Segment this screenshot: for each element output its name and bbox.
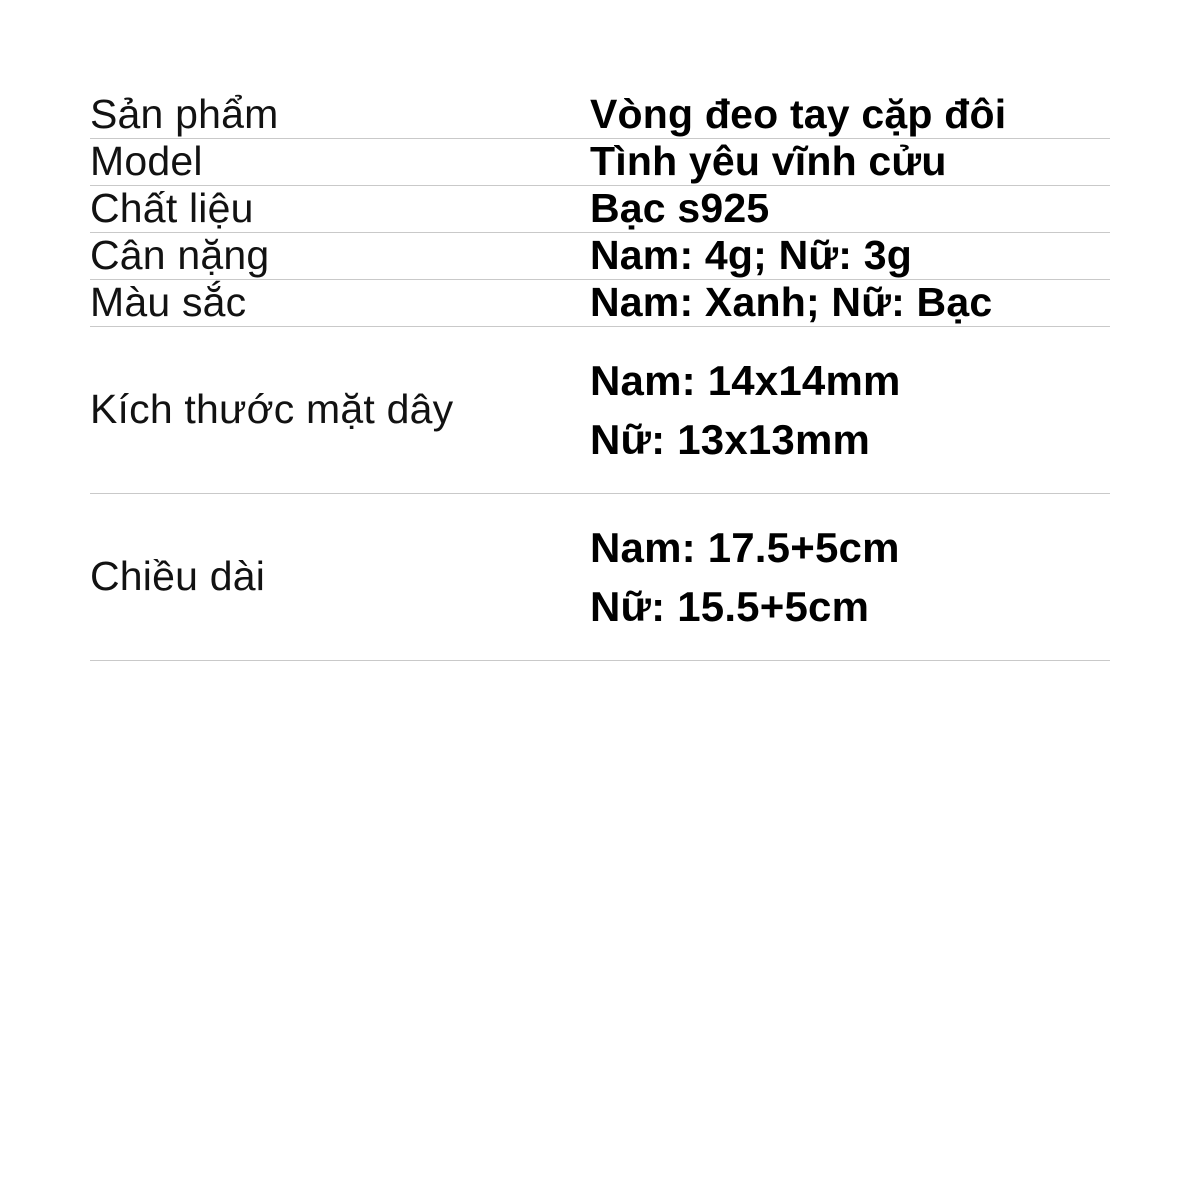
spec-table-body [90, 92, 1110, 660]
spec-label: Chiều dài [90, 552, 266, 599]
table-row [90, 92, 1110, 138]
spec-value-line: Nam: 4g; Nữ: 3g [590, 231, 912, 278]
spec-value [590, 326, 1110, 493]
spec-value [590, 493, 1110, 660]
spec-label: Màu sắc [90, 278, 247, 325]
spec-value-line: Nam: Xanh; Nữ: Bạc [590, 278, 993, 325]
spec-value [590, 232, 1110, 279]
table-row [90, 279, 1110, 326]
spec-value [590, 185, 1110, 232]
spec-value-line: Vòng đeo tay cặp đôi [590, 91, 1007, 137]
spec-value-line: Nam: 17.5+5cm [590, 523, 900, 571]
table-row [90, 185, 1110, 232]
spec-label: Sản phẩm [90, 91, 279, 137]
spec-value-line: Nam: 14x14mm [590, 356, 901, 404]
table-row [90, 138, 1110, 185]
table-row [90, 493, 1110, 660]
spec-label: Kích thước mặt dây [90, 385, 454, 432]
spec-label: Chất liệu [90, 184, 254, 231]
table-row [90, 232, 1110, 279]
spec-value-line: Nữ: 15.5+5cm [590, 582, 870, 630]
spec-label: Model [90, 137, 203, 184]
spec-value-line: Bạc s925 [590, 184, 770, 231]
spec-value-line: Tình yêu vĩnh cửu [590, 137, 947, 184]
spec-value [590, 92, 1110, 138]
spec-label: Cân nặng [90, 231, 270, 278]
table-row [90, 326, 1110, 493]
spec-value-line: Nữ: 13x13mm [590, 415, 871, 463]
spec-value [590, 138, 1110, 185]
spec-value [590, 279, 1110, 326]
product-spec-table [90, 92, 1110, 661]
